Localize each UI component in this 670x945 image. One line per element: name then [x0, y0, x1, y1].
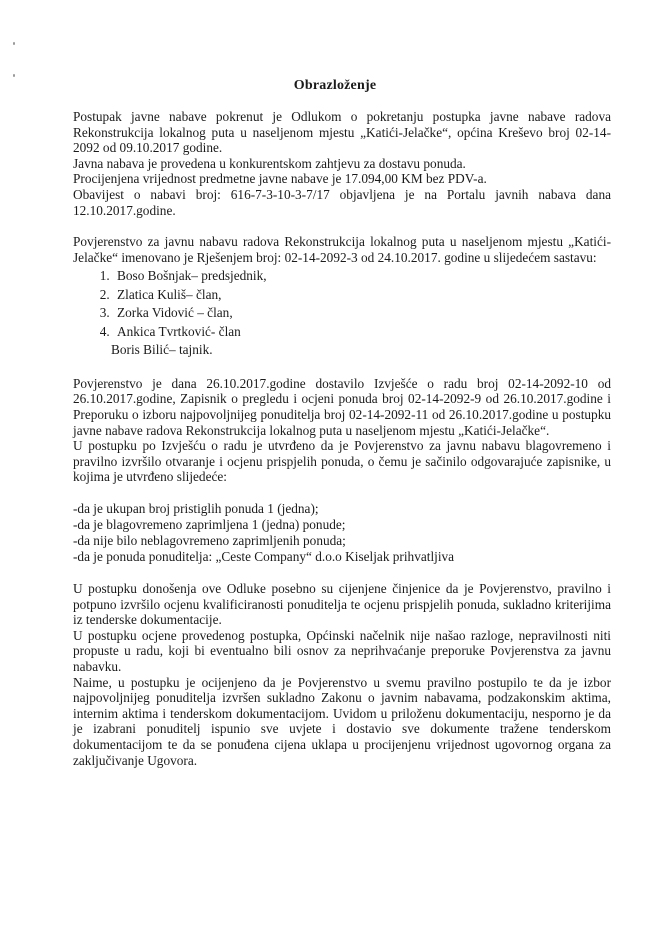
list-item: 1. Boso Bošnjak– predsjednik,: [113, 267, 611, 286]
paragraph-line: Naime, u postupku je ocijenjeno da je Povjerenstvo u svemu pravilno postupilo te da je izbor najpovoljnijeg ponuditelja izvršen sukladno Zakonu o javnim nabavama, podzakonskim aktima, internim aktima i tenderskom dokumentacijom. Uvidom u priloženu dokumentaciju, nesporno je da je izabrani ponuditelj ispunio sve uvjete i dostavio sve dokumente tražene tenderskom dokumentacijom te da se ponuđena cijena uklapa u procijenjenu vrijednost ugovornog organa za zaključivanje Ugovora.: [73, 674, 611, 768]
list-item: 4. Ankica Tvrtković- član: [113, 323, 611, 342]
paragraph-line: U postupku ocjene provedenog postupka, Općinski načelnik nije našao razloge, nepravilnosti niti propuste u radu, koji bi eventualno bili osnov za neprihvaćanje preporuke Povjerenstva za javnu nabavku.: [73, 627, 611, 674]
findings-list: [73, 501, 611, 565]
list-item: -da nije bilo neblagovremeno zaprimljenih ponuda;: [73, 533, 346, 548]
committee-secretary: Boris Bilić– tajnik.: [111, 342, 213, 358]
committee-members-list: [73, 267, 611, 341]
list-item: 3. Zorka Vidović – član,: [113, 304, 611, 323]
list-item: -da je ponuda ponuditelja: „Ceste Company“ d.o.o Kiseljak prihvatljiva: [73, 549, 455, 564]
scan-mark: [13, 42, 15, 45]
list-item: -da je ukupan broj pristiglih ponuda 1 (jedna);: [73, 501, 319, 516]
list-item: 2. Zlatica Kuliš– član,: [113, 286, 611, 305]
list-item: -da je blagovremeno zaprimljena 1 (jedna) ponude;: [73, 517, 346, 532]
paragraph-line: Procijenjena vrijednost predmetne javne nabave je 17.094,00 KM bez PDV-a.: [73, 171, 487, 187]
document-title: Obrazloženje: [293, 78, 377, 93]
scan-mark: [13, 74, 15, 77]
paragraph-line: Javna nabava je provedena u konkurentskom zahtjevu za dostavu ponuda.: [73, 155, 466, 171]
paragraph-committee: Povjerenstvo za javnu nabavu radova Rekonstrukcija lokalnog puta u naseljenom mjestu „Katići-Jelačke“ imenovano je Rješenjem broj: 02-14-2092-3 od 24.10.2017. godine u slijedećem sastavu:: [73, 234, 611, 265]
paragraph-line: Obavijest o nabavi broj: 616-7-3-10-3-7/17 objavljena je na Portalu javnih nabava dana 12.10.2017.godine.: [73, 186, 611, 218]
paragraph-line: U postupku donošenja ove Odluke posebno su cijenjene činjenice da je Povjerenstvo, pravilno i potpuno izvršilo ocjenu kvalificiranosti ponuditelja te ocjenu prispjelih ponuda, sukladno kriterijima iz tenderske dokumentacije.: [73, 581, 611, 628]
paragraph-report: [73, 376, 611, 485]
paragraph-line: Povjerenstvo je dana 26.10.2017.godine dostavilo Izvješće o radu broj 02-14-2092-10 od 26.10.2017.godine, Zapisnik o pregledu i ocjeni ponuda broj 02-14-2092-9 od 26.10.2017.godine i Preporuku o izboru najpovoljnijeg ponuditelja broj 02-14-2092-11 od 26.10.2017.godine u postupku javne nabave radova Rekonstrukcija lokalnog puta u naseljenom mjestu „Katići-Jelačke“.: [73, 375, 611, 438]
paragraph-line: U postupku po Izvješću o radu je utvrđeno da je Povjerenstvo za javnu nabavu blagovremeno i pravilno izvršilo otvaranje i ocjenu prispjelih ponuda, o čemu je sačinilo odgovarajuće zapisnike, u kojima je utvrđeno slijedeće:: [73, 438, 611, 485]
paragraph-decision: [73, 581, 611, 768]
paragraph-line: Postupak javne nabave pokrenut je Odlukom o pokretanju postupka javne nabave radova Rekonstrukcija lokalnog puta u naseljenom mjestu „Katići-Jelačke“, općina Kreševo broj 02-14-2092 od 09.10.2017 godine.: [73, 109, 611, 156]
document-body: [73, 109, 611, 768]
paragraph-procedure: [73, 109, 611, 218]
